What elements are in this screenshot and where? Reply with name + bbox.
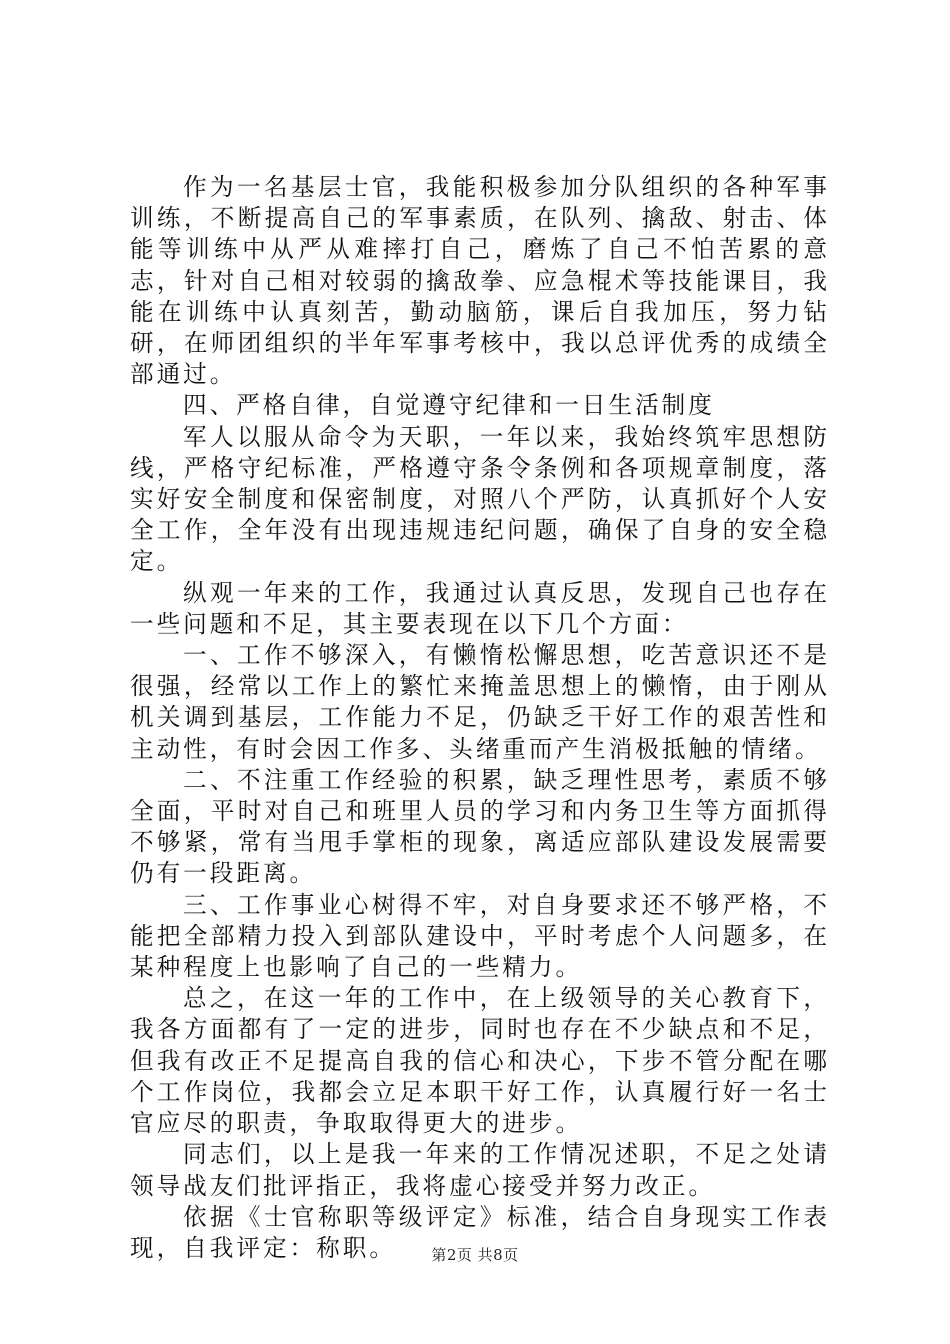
paragraph-shortcoming-3: 三、工作事业心树得不牢，对自身要求还不够严格，不能把全部精力投入到部队建设中，平时考虑个人问题多，在某种程度上也影响了自己的一些精力。	[130, 890, 830, 982]
paragraph-training: 作为一名基层士官，我能积极参加分队组织的各种军事训练，不断提高自己的军事素质，在队列、擒敌、射击、体能等训练中从严从难摔打自己，磨炼了自己不怕苦累的意志，针对自己相对较弱的擒敌拳、应急棍术等技能课目，我能在训练中认真刻苦，勤动脑筋，课后自我加压，努力钻研，在师团组织的半年军事考核中，我以总评优秀的成绩全部通过。	[130, 173, 830, 389]
section-heading-discipline: 四、严格自律，自觉遵守纪律和一日生活制度	[183, 391, 715, 420]
paragraph-reflection: 纵观一年来的工作，我通过认真反思，发现自己也存在一些问题和不足，其主要表现在以下几个方面：	[130, 578, 830, 638]
paragraph-shortcoming-1: 一、工作不够深入，有懒惰松懈思想，吃苦意识还不是很强，经常以工作上的繁忙来掩盖思想上的懒惰，由于刚从机关调到基层，工作能力不足，仍缺乏干好工作的艰苦性和主动性，有时会因工作多、头绪重而产生消极抵触的情绪。	[130, 641, 830, 763]
paragraph-discipline: 军人以服从命令为天职，一年以来，我始终筑牢思想防线，严格守纪标准，严格遵守条令条例和各项规章制度，落实好安全制度和保密制度，对照八个严防，认真抓好个人安全工作，全年没有出现违规违纪问题，确保了自身的安全稳定。	[130, 422, 830, 576]
document-body	[130, 172, 830, 1264]
paragraph-shortcoming-2: 二、不注重工作经验的积累，缺乏理性思考，素质不够全面，平时对自己和班里人员的学习和内务卫生等方面抓得不够紧，常有当甩手掌柜的现象，离适应部队建设发展需要仍有一段距离。	[130, 765, 830, 888]
page-number-footer: 第2页 共8页	[431, 1246, 519, 1264]
paragraph-self-assessment: 依据《士官称职等级评定》标准，结合自身现实工作表现，自我评定：称职。	[130, 1202, 830, 1262]
paragraph-closing: 同志们，以上是我一年来的工作情况述职，不足之处请领导战友们批评指正，我将虚心接受并努力改正。	[130, 1140, 830, 1200]
paragraph-summary: 总之，在这一年的工作中，在上级领导的关心教育下，我各方面都有了一定的进步，同时也存在不少缺点和不足，但我有改正不足提高自我的信心和决心，下步不管分配在哪个工作岗位，我都会立足本职干好工作，认真履行好一名士官应尽的职责，争取取得更大的进步。	[130, 984, 830, 1138]
